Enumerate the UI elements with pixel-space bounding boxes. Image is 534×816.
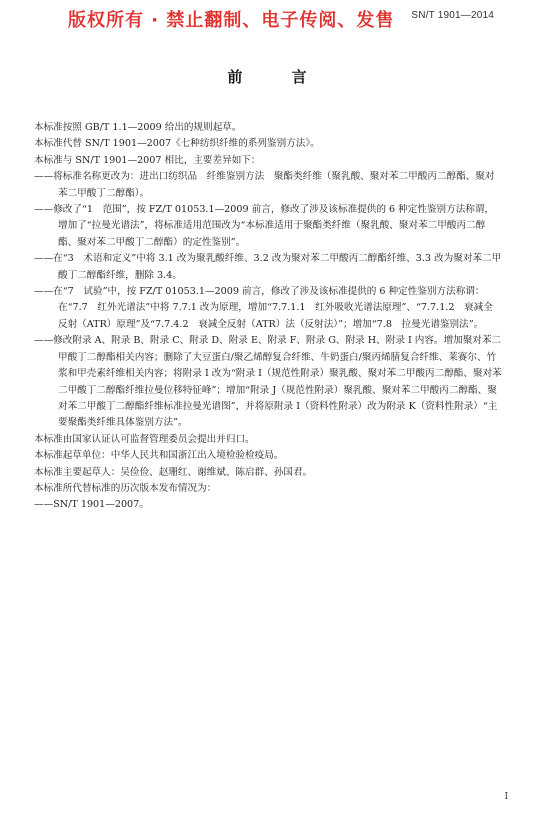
paragraph: 本标准由国家认证认可监督管理委员会提出并归口。 xyxy=(34,433,255,445)
copyright-watermark: 版权所有 · 禁止翻制、电子传阅、发售 xyxy=(68,10,395,31)
standard-code: SN/T 1901—2014 xyxy=(411,10,494,21)
paragraph: 本标准与 SN/T 1901—2007 相比，主要差异如下： xyxy=(34,154,261,166)
paragraph: 本标准所代替标准的历次版本发布情况为： xyxy=(34,482,217,494)
change-item: ——在“3 术语和定义”中将 3.1 改为聚乳酸纤维、3.2 改为聚对苯二甲酸丙二醇酯纤维、3.3 改为聚对苯二甲酸丁二醇酯纤维，删除 3.4。 xyxy=(34,253,502,281)
paragraph: 本标准按照 GB/T 1.1—2009 给出的规则起草。 xyxy=(34,122,242,133)
paragraph: 本标准代替 SN/T 1901—2007《七种纺织纤维的系列鉴别方法》。 xyxy=(34,138,320,150)
foreword-body xyxy=(34,120,502,514)
history-item: ——SN/T 1901—2007。 xyxy=(34,499,149,511)
page-title: 前 言 xyxy=(227,68,329,86)
change-item: ——在“7 试验”中，按 FZ/T 01053.1—2009 前言，修改了涉及该标准提供的 6 种定性鉴别方法称谓：在“7.7 红外光谱法”中将 7.7.1 改为原理，增加“7.7.1.1 红外吸收光谱法原理”、“7.7.1.2 衰减全反射（ATR）原理”及“7.7.4.2 衰减全反射（ATR）法（反射法）”；增加“7.8 拉曼光谱鉴别法”。 xyxy=(34,286,493,330)
paragraph: 本标准起草单位：中华人民共和国浙江出入境检验检疫局。 xyxy=(34,450,284,462)
paragraph: 本标准主要起草人：吴俭俭、赵珊红、谢维斌、陈启群、孙国君。 xyxy=(34,466,313,478)
change-item: ——修改了“1 范围”，按 FZ/T 01053.1—2009 前言，修改了涉及该标准提供的 6 种定性鉴别方法称谓，增加了“拉曼光谱法”，将标准适用范围改为“本标准适用于聚酯类纤维（聚乳酸、聚对苯二甲酸丙二醇酯、聚对苯二甲酸丁二醇酯）的定性鉴别”。 xyxy=(34,204,495,248)
page-number: I xyxy=(504,792,508,802)
change-item: ——修改附录 A、附录 B、附录 C、附录 D、附录 E、附录 F、附录 G、附录 H、附录 I 内容。增加聚对苯二甲酸丁二醇酯相关内容；删除了大豆蛋白/聚乙烯醇复合纤维、牛奶蛋白/聚丙烯腈复合纤维、莱赛尔、竹浆和甲壳素纤维相关内容；将附录 I 改为“附录 I（规范性附录）聚乳酸、聚对苯二甲酸丙二醇酯、聚对苯二甲酸丁二醇酯纤维拉曼位移特征峰”；增加“附录 J（规范性附录）聚乳酸、聚对苯二甲酸丙二醇酯、聚对苯二甲酸丁二醇酯纤维标准拉曼光谱图”，并将原附录 I（资料性附录）改为附录 K（资料性附录）“主要聚酯类纤维具体鉴别方法”。 xyxy=(34,335,502,429)
change-item: ——将标准名称更改为：进出口纺织品 纤维鉴别方法 聚酯类纤维（聚乳酸、聚对苯二甲酸丙二醇酯、聚对苯二甲酸丁二醇酯）。 xyxy=(34,171,495,199)
